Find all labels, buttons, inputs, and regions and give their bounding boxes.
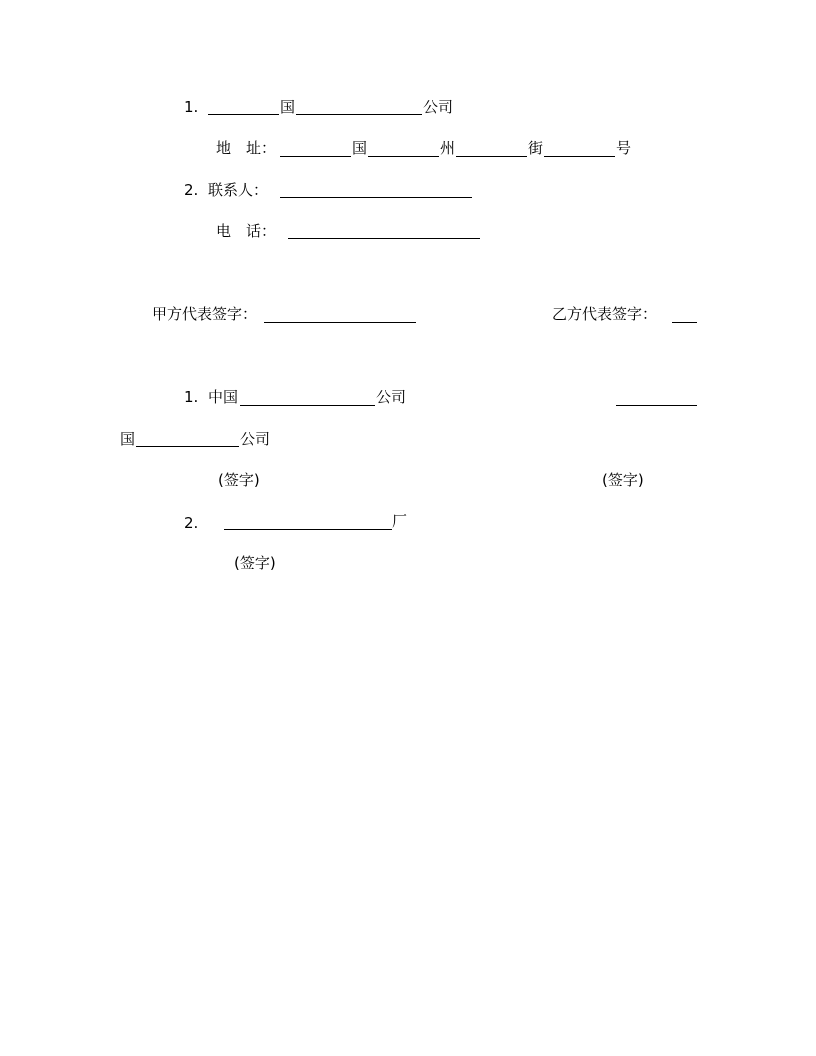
phone-label: 电 话： [216, 222, 277, 240]
party-b-rep-signature-label: 乙方代表签字： [552, 305, 658, 323]
signature-number-1: 1. [184, 388, 199, 406]
party-b-rep-signature-line [672, 322, 697, 323]
address-hao: 号 [616, 139, 632, 157]
company-name-blank [296, 114, 422, 115]
address-zhou: 州 [440, 139, 456, 157]
factory-name-blank [224, 529, 392, 530]
item-number-1: 1. [184, 98, 199, 116]
sign-note-right: (签字) [602, 471, 644, 489]
contact-blank [280, 197, 472, 198]
address-state-blank [368, 156, 439, 157]
sign-note-2: (签字) [234, 554, 276, 572]
sign-note-left: (签字) [218, 471, 260, 489]
china-prefix: 中国 [208, 388, 239, 406]
company-suffix: 公司 [423, 98, 454, 116]
address-number-blank [544, 156, 615, 157]
phone-blank [288, 238, 480, 239]
address-label: 地 址： [216, 139, 277, 157]
contact-label: 联系人： [208, 181, 269, 199]
country-suffix: 国 [280, 98, 296, 116]
factory-suffix: 厂 [392, 512, 408, 530]
party-a-rep-signature-line [264, 322, 416, 323]
address-guo: 国 [352, 139, 368, 157]
foreign-company-suffix: 公司 [240, 430, 271, 448]
china-company-suffix: 公司 [376, 388, 407, 406]
china-company-blank [240, 405, 375, 406]
foreign-company-blank [136, 446, 239, 447]
address-jie: 街 [528, 139, 544, 157]
address-country-blank [280, 156, 351, 157]
address-street-blank [456, 156, 527, 157]
country-blank [208, 114, 279, 115]
signature-number-2: 2. [184, 514, 199, 532]
right-company-blank [616, 405, 697, 406]
guo-prefix: 国 [120, 430, 136, 448]
item-number-2: 2. [184, 181, 199, 199]
party-a-rep-signature-label: 甲方代表签字： [152, 305, 258, 323]
